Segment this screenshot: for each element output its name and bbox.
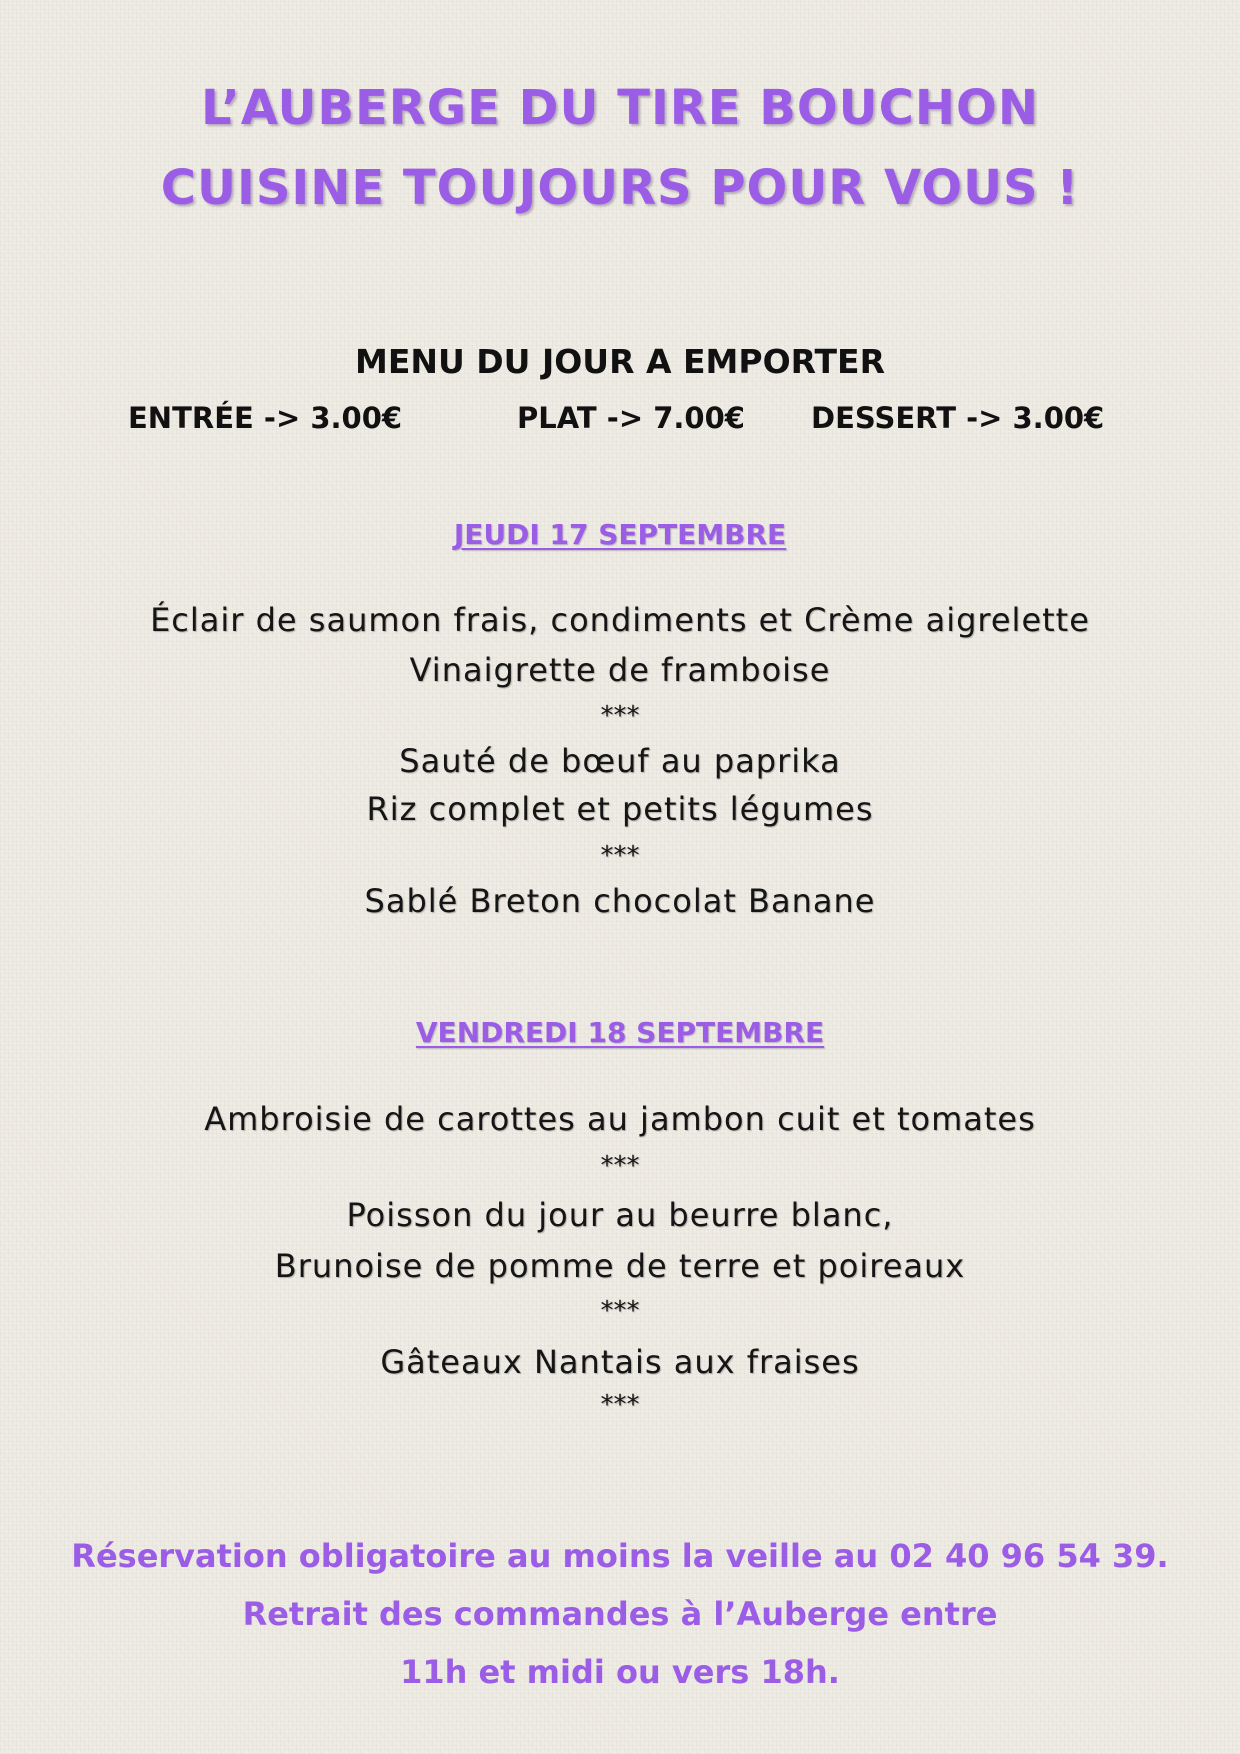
title-line-2: CUISINE TOUJOURS POUR VOUS ! — [160, 160, 1080, 216]
pickup-hours-text: 11h et midi ou vers 18h. — [400, 1653, 840, 1691]
pickup-text: Retrait des commandes à l’Auberge entre — [242, 1595, 998, 1633]
separator: *** — [600, 1296, 640, 1326]
dish-line: Vinaigrette de framboise — [409, 651, 831, 689]
dish-line: Brunoise de pomme de terre et poireaux — [274, 1247, 966, 1285]
dish-line: Ambroisie de carottes au jambon cuit et tomates — [204, 1100, 1036, 1138]
title-line-1: L’AUBERGE DU TIRE BOUCHON — [201, 80, 1039, 136]
price-dessert: DESSERT -> 3.00€ — [811, 401, 1105, 435]
separator: *** — [600, 701, 640, 731]
dish-line: Sablé Breton chocolat Banane — [364, 882, 876, 920]
day-title-friday: VENDREDI 18 SEPTEMBRE — [415, 1016, 825, 1049]
price-entree: ENTRÉE -> 3.00€ — [128, 401, 403, 435]
dish-line: Riz complet et petits légumes — [366, 790, 874, 828]
separator: *** — [600, 841, 640, 871]
price-plat: PLAT -> 7.00€ — [517, 401, 745, 435]
day-title-thursday: JEUDI 17 SEPTEMBRE — [453, 518, 787, 551]
separator: *** — [600, 1151, 640, 1181]
price-row — [0, 401, 1240, 438]
dish-line: Éclair de saumon frais, condiments et Crème aigrelette — [150, 601, 1090, 639]
dish-line: Gâteaux Nantais aux fraises — [380, 1343, 860, 1381]
separator: *** — [600, 1390, 640, 1420]
dish-line: Poisson du jour au beurre blanc, — [346, 1196, 894, 1234]
reservation-text: Réservation obligatoire au moins la veille au 02 40 96 54 39. — [71, 1537, 1169, 1575]
menu-heading: MENU DU JOUR A EMPORTER — [354, 342, 886, 381]
dish-line: Sauté de bœuf au paprika — [399, 742, 841, 780]
